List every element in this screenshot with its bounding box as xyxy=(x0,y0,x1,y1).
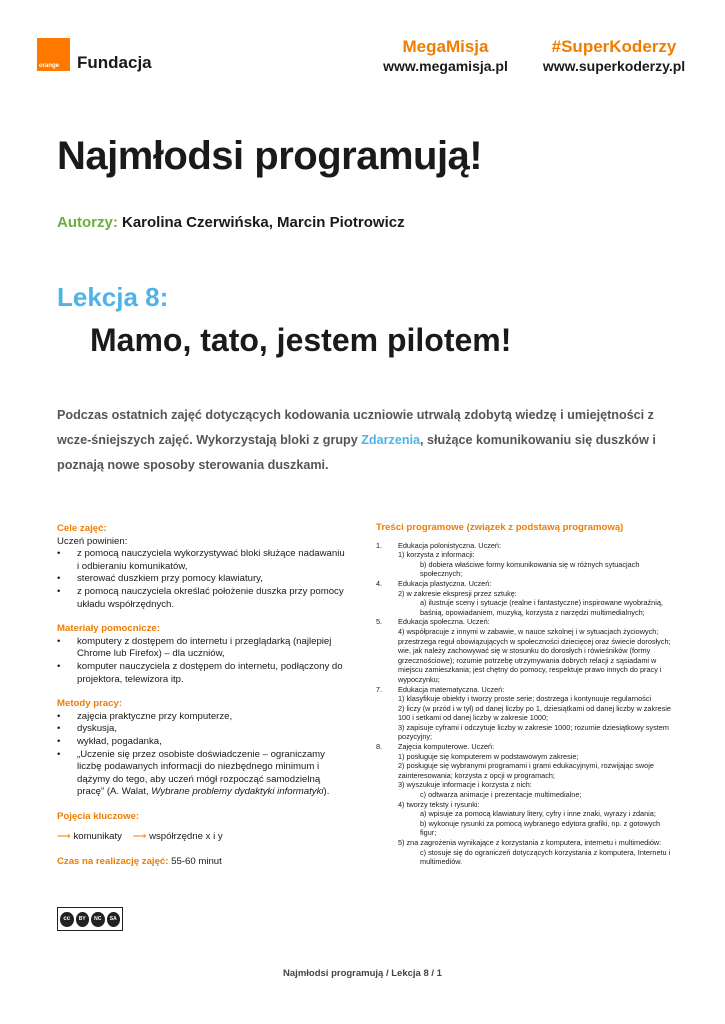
megamisja-brand xyxy=(378,37,513,75)
intro-highlight: Zdarzenia xyxy=(361,433,421,447)
program-section xyxy=(376,579,676,617)
materials-list xyxy=(57,636,347,686)
methods-heading: Metody pracy: xyxy=(57,698,123,710)
right-column xyxy=(376,523,676,867)
authors-line xyxy=(57,214,405,231)
program-heading: Treści programowe (związek z podstawą programową) xyxy=(376,522,624,533)
orange-logo xyxy=(37,38,70,71)
list-item: • z pomocą nauczyciela wykorzystywać bloki służące nadawaniu i odbieraniu komunikatów, xyxy=(57,548,347,573)
section-number: 4. xyxy=(376,578,383,588)
intro-part2: , służące komunikowaniu się duszków i poznają nowe sposoby sterowania duszkami. xyxy=(57,433,656,472)
org-name: Fundacja xyxy=(77,53,152,72)
section-title xyxy=(376,742,676,752)
section-line: 1) posługuje się komputerem w podstawowym zakresie; xyxy=(398,751,579,761)
concept-item: komunikaty xyxy=(73,831,122,843)
section-line: 4) współpracuje z innymi w zabawie, w nauce szkolnej i w sytuacjach życiowych; przestrzega reguł obowiązujących w społeczności dziecięcej oraz świecie dorosłych; wie, jak należy zachowywać się w stosunku do dorosłych i rówieśników (formy grzecznościowe); rozumie potrzebę utrzymywania dobrych relacji z sąsiadami w miejscu zamieszkania; jest chętny do pomocy, respektuje prawo innych do pracy i wypoczynku; xyxy=(398,626,671,684)
program-sections xyxy=(376,541,676,867)
nc-icon: NC xyxy=(91,912,105,927)
intro-part1: Podczas ostatnich zajęć dotyczących kodowania uczniowie utrwalą zdobytą wiedzę i umiejętności z wcze-śniejszych zajęć. Wykorzystają bloki z grupy xyxy=(57,408,654,447)
section-title xyxy=(376,617,676,627)
section-line: b) wykonuje rysunki za pomocą wybranego edytora grafiki, np. z gotowych figur; xyxy=(420,818,661,838)
program-section xyxy=(376,685,676,743)
section-number: 8. xyxy=(376,742,383,752)
list-item: • dyskusja, xyxy=(57,723,347,736)
goals-list xyxy=(57,548,347,611)
section-number: 1. xyxy=(376,540,383,550)
methods-list xyxy=(57,711,347,799)
section-line: 4) tworzy teksty i rysunki: xyxy=(398,799,480,809)
list-item: • z pomocą nauczyciela określać położenie duszka przy pomocy układu współrzędnych. xyxy=(57,586,347,611)
superkoderzy-title: #SuperKoderzy xyxy=(551,37,677,56)
page-footer: Najmłodsi programują / Lekcja 8 / 1 xyxy=(283,968,442,979)
superkoderzy-url[interactable]: www.superkoderzy.pl xyxy=(542,58,686,74)
list-item: • komputery z dostępem do internetu i przeglądarką (najlepiej Chrome lub Firefox) – dla uczniów, xyxy=(57,636,347,661)
megamisja-title: MegaMisja xyxy=(402,37,489,56)
program-section xyxy=(376,617,676,684)
intro-paragraph xyxy=(57,403,669,478)
section-line: 3) wyszukuje informacje i korzysta z nich: xyxy=(398,780,532,790)
section-line: b) dobiera właściwe formy komunikowania się w różnych sytuacjach społecznych; xyxy=(420,559,640,579)
concepts-heading: Pojęcia kluczowe: xyxy=(57,810,140,822)
lesson-label: Lekcja 8: xyxy=(57,282,169,312)
arrow-icon: ⟶ xyxy=(57,831,71,843)
section-line: c) stosuje się do ograniczeń dotyczących korzystania z komputera, Internetu i multimediów. xyxy=(420,847,671,867)
section-title-text: Edukacja plastyczna. Uczeń: xyxy=(398,578,492,588)
section-title xyxy=(376,541,676,551)
list-item: • sterować duszkiem przy pomocy klawiatury, xyxy=(57,573,347,586)
section-number: 5. xyxy=(376,617,383,627)
list-item: • zajęcia praktyczne przy komputerze, xyxy=(57,711,347,724)
goals-heading: Cele zajęć: xyxy=(57,523,107,534)
section-line: 1) korzysta z informacji: xyxy=(398,550,475,560)
concept-item: współrzędne x i y xyxy=(149,831,223,843)
authors-names: Karolina Czerwińska, Marcin Piotrowicz xyxy=(122,214,405,231)
left-column xyxy=(57,523,347,869)
materials-heading: Materiały pomocnicze: xyxy=(57,623,160,635)
time-value: 55-60 minut xyxy=(171,856,222,868)
section-line: 3) zapisuje cyframi i odczytuje liczby w zakresie 1000; rozumie dziesiątkowy system pozycyjny; xyxy=(398,722,669,742)
list-item: • komputer nauczyciela z dostępem do internetu, podłączony do projektora, telewizora itp. xyxy=(57,661,347,686)
section-line: 2) liczy (w przód i w tył) od danej liczby po 1, dziesiątkami od danej liczby w zakresie 100 i setkami od danej liczby w zakresie 1000; xyxy=(398,703,671,723)
by-icon: BY xyxy=(76,912,90,927)
megamisja-url[interactable]: www.megamisja.pl xyxy=(383,58,508,74)
section-title xyxy=(376,685,676,695)
section-line: 2) w zakresie ekspresji przez sztukę: xyxy=(398,588,517,598)
arrow-icon: ⟶ xyxy=(132,831,147,843)
cc-icon: cc xyxy=(60,912,74,927)
list-item xyxy=(57,749,347,799)
time-label: Czas na realizację zajęć: xyxy=(57,856,169,868)
time-line xyxy=(57,856,347,869)
goals-lead: Uczeń powinien: xyxy=(57,535,128,547)
program-section xyxy=(376,742,676,867)
list-item: • wykład, pogadanka, xyxy=(57,736,347,749)
section-number: 7. xyxy=(376,684,383,694)
lesson-title: Mamo, tato, jestem pilotem! xyxy=(90,322,512,358)
section-title xyxy=(376,579,676,589)
superkoderzy-brand xyxy=(535,37,693,75)
methods-quote-end: ). xyxy=(323,786,330,798)
section-title-text: Zajęcia komputerowe. Uczeń: xyxy=(398,742,495,752)
program-section xyxy=(376,541,676,579)
sa-icon: SA xyxy=(107,912,121,927)
logo-word: orange xyxy=(39,63,60,69)
concepts-list xyxy=(57,831,347,844)
authors-label: Autorzy: xyxy=(57,214,118,231)
section-title-text: Edukacja matematyczna. Uczeń: xyxy=(398,684,505,694)
methods-quote: „Uczenie się przez osobiste doświadczenie – ograniczamy liczbę podawanych informacji do niezbędnego minimum i dążymy do tego, aby uczeń mógł rozpocząć samodzielną pracę” (A. Walat, xyxy=(77,748,325,798)
cc-license-badge xyxy=(57,907,123,931)
section-title-text: Edukacja społeczna. Uczeń: xyxy=(398,617,490,627)
page-title: Najmłodsi programują! xyxy=(57,134,483,178)
section-line: a) ilustruje sceny i sytuacje (realne i fantastyczne) inspirowane wyobraźnią, baśnią, opowiadaniem, muzyką, korzysta z narzędzi multimedialnych; xyxy=(420,598,663,617)
section-line: a) wpisuje za pomocą klawiatury litery, cyfry i inne znaki, wyrazy i zdania; xyxy=(420,809,656,819)
section-line: 5) zna zagrożenia wynikające z korzystania z komputera, internetu i multimediów: xyxy=(398,838,662,847)
section-line: 1) klasyfikuje obiekty i tworzy proste serie; dostrzega i kontynuuje regularności xyxy=(398,694,652,704)
section-line: 2) posługuje się wybranymi programami i grami edukacyjnymi, rozwijając swoje zainteresowania; korzysta z opcji w programach; xyxy=(398,761,654,780)
section-title-text: Edukacja polonistyczna. Uczeń: xyxy=(398,540,502,550)
methods-quote-source: Wybrane problemy dydaktyki informatyki xyxy=(151,786,324,798)
section-line: c) odtwarza animacje i prezentacje multimedialne; xyxy=(420,790,582,800)
